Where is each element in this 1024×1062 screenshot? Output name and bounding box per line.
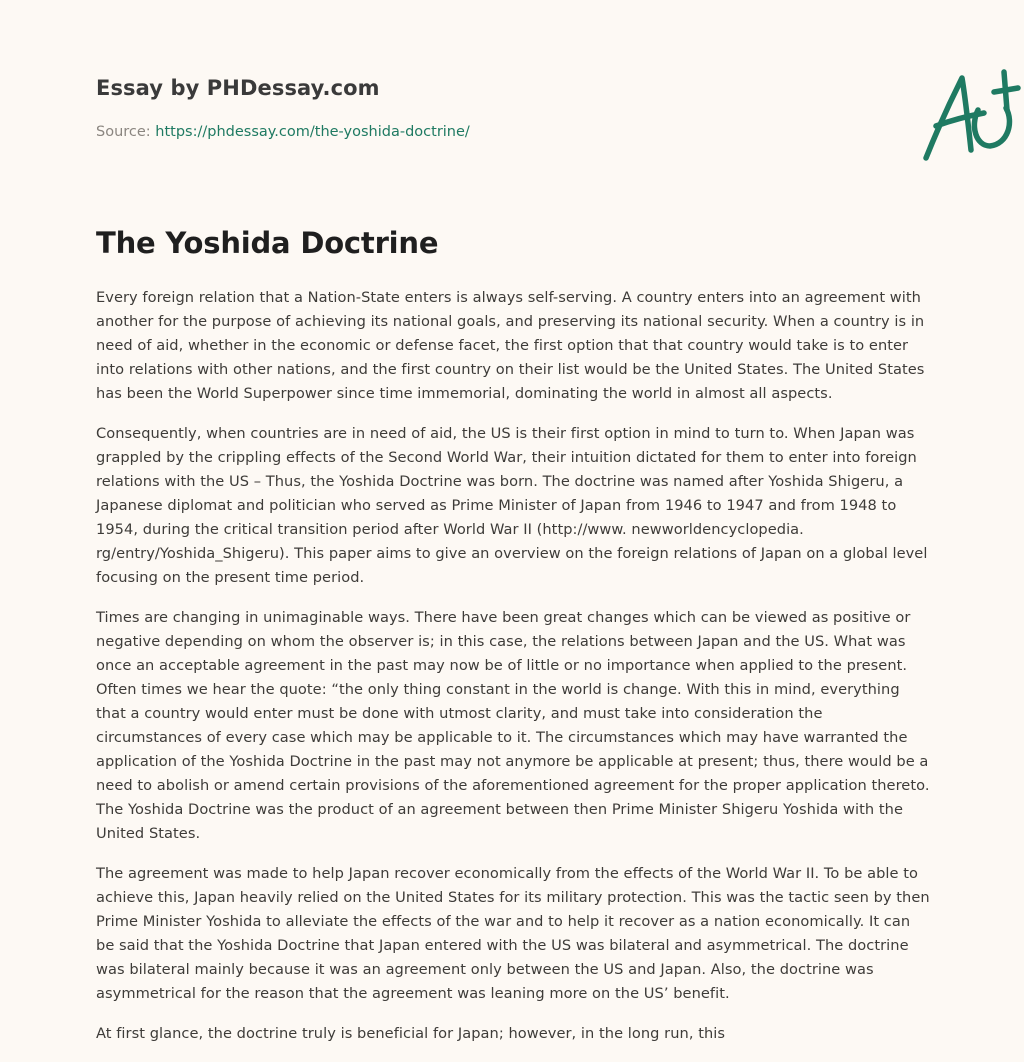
a-plus-logo-icon: [918, 66, 1022, 164]
essay-paragraph: At first glance, the doctrine truly is beneficial for Japan; however, in the long run, this: [96, 1025, 726, 1042]
source-label: Source:: [96, 124, 151, 140]
essay-body: [96, 286, 932, 1062]
essay-paragraph: Times are changing in unimaginable ways. There have been great changes which can be viewed as positive or negative depending on whom the observer is; in this case, the relations between Japan and the US. What was once an acceptable agreement in the past may now be of little or no importance when applied to the present. Often times we hear the quote: “the only thing constant in the world is change. With this in mind, everything that a country would enter must be done with utmost clarity, and must take into consideration the circumstances of every case which may be applicable to it. The circumstances which may have warranted the application of the Yoshida Doctrine in the past may not anymore be applicable at present; thus, there would be a need to abolish or amend certain provisions of the aforementioned agreement for the proper application thereto. The Yoshida Doctrine was the product of an agreement between then Prime Minister Shigeru Yoshida with the United States.: [96, 609, 930, 842]
brand-name: Essay by PHDessay.com: [96, 76, 380, 100]
essay-paragraph: The agreement was made to help Japan recover economically from the effects of the World War II. To be able to achieve this, Japan heavily relied on the United States for its military protection. This was the tactic seen by then Prime Minister Yoshida to alleviate the effects of the war and to help it recover as a nation economically. It can be said that the Yoshida Doctrine that Japan entered with the US was bilateral and asymmetrical. The doctrine was bilateral mainly because it was an agreement only between the US and Japan. Also, the doctrine was asymmetrical for the reason that the agreement was leaning more on the US’ benefit.: [96, 865, 930, 1002]
page-title: The Yoshida Doctrine: [96, 226, 439, 260]
source-line: [96, 124, 470, 140]
essay-paragraph: Consequently, when countries are in need of aid, the US is their first option in mind to turn to. When Japan was grappled by the crippling effects of the Second World War, their intuition dictated for them to enter into foreign relations with the US – Thus, the Yoshida Doctrine was born. The doctrine was named after Yoshida Shigeru, a Japanese diplomat and politician who served as Prime Minister of Japan from 1946 to 1947 and from 1948 to 1954, during the critical transition period after World War II (http://www. newworldencyclopedia. rg/entry/Yoshida_Shigeru). This paper aims to give an overview on the foreign relations of Japan on a global level focusing on the present time period.: [96, 425, 928, 586]
essay-paragraph: Every foreign relation that a Nation-State enters is always self-serving. A country enters into an agreement with another for the purpose of achieving its national goals, and preserving its national security. When a country is in need of aid, whether in the economic or defense facet, the first option that that country would take is to enter into relations with other nations, and the first country on their list would be the United States. The United States has been the World Superpower since time immemorial, dominating the world in almost all aspects.: [96, 289, 925, 402]
source-link[interactable]: https://phdessay.com/the-yoshida-doctrine/: [155, 124, 470, 140]
